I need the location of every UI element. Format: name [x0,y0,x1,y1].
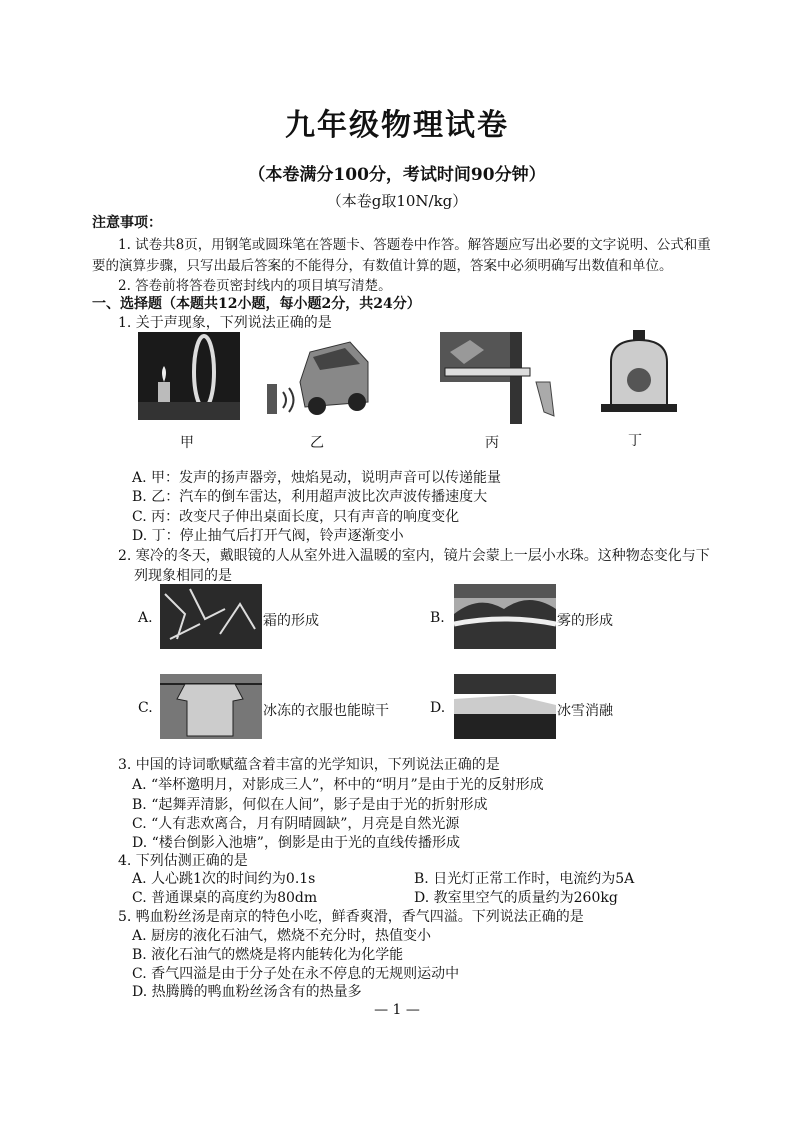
q1-caption-jia: 甲 [180,435,194,451]
notice-line-1: 1. 试卷共8页，用钢笔或圆珠笔在答题卡、答题卷中作答。解答题应写出必要的文字说明、公式和重 [118,237,711,253]
notice-heading: 注意事项： [92,215,162,231]
speaker-candle-image [138,332,240,420]
q2-option-b-text: 雾的形成 [557,613,613,629]
notice-line-2: 要的演算步骤，只写出最后答案的不能得分，有数值计算的题，答案中必须明确写出数值和单位。 [92,258,673,274]
q2-option-b-letter: B. [430,610,445,626]
q3-option-b: B. “起舞弄清影，何似在人间”，影子是由于光的折射形成 [132,797,488,813]
q1-caption-bing: 丙 [485,435,499,451]
q3-option-d: D. “楼台倒影入池塘”，倒影是由于光的直线传播形成 [132,835,460,851]
q1-option-d: D. 丁：停止抽气后打开气阀，铃声逐渐变小 [132,528,404,544]
snow-melting-image [454,674,556,739]
q2-option-d-text: 冰雪消融 [557,703,613,719]
q4-option-a: A. 人心跳1次的时间约为0.1s [132,871,316,887]
q4-option-d: D. 教室里空气的质量约为260kg [414,890,618,906]
q1-stem: 1. 关于声现象，下列说法正确的是 [118,315,332,331]
q2-option-d-letter: D. [430,700,446,716]
gravity-note: （本卷g取10N/kg） [326,192,468,210]
q5-stem: 5. 鸭血粉丝汤是南京的特色小吃，鲜香爽滑，香气四溢。下列说法正确的是 [118,909,584,925]
bell-jar-image [597,328,682,420]
page-title: 九年级物理试卷 [285,108,509,143]
q1-option-c: C. 丙：改变尺子伸出桌面长度，只有声音的响度变化 [132,509,460,525]
page-number: — 1 — [374,1002,420,1018]
q5-option-c: C. 香气四溢是由于分子处在永不停息的无规则运动中 [132,966,460,982]
q2-stem-line-1: 2. 寒冷的冬天，戴眼镜的人从室外进入温暖的室内，镜片会蒙上一层小水珠。这种物态变化与下 [118,548,710,564]
q1-caption-yi: 乙 [310,435,324,451]
frozen-clothes-image [160,674,262,739]
q3-stem: 3. 中国的诗词歌赋蕴含着丰富的光学知识，下列说法正确的是 [118,757,500,773]
frost-image [160,584,262,649]
q2-option-a-letter: A. [138,610,153,626]
q5-option-d: D. 热腾腾的鸭血粉丝汤含有的热量多 [132,984,362,1000]
q1-option-a: A. 甲：发声的扬声器旁，烛焰晃动，说明声音可以传递能量 [132,470,502,486]
q2-option-a-text: 霜的形成 [263,613,319,629]
q4-option-c: C. 普通课桌的高度约为80dm [132,890,318,906]
fog-image [454,584,556,649]
q5-option-b: B. 液化石油气的燃烧是将内能转化为化学能 [132,947,404,963]
q3-option-c: C. “人有悲欢离合，月有阴晴圆缺”，月亮是自然光源 [132,816,460,832]
exam-info: （本卷满分100分，考试时间90分钟） [248,165,546,185]
ruler-desk-image [440,332,565,424]
q4-option-b: B. 日光灯正常工作时，电流约为5A [414,871,635,887]
section-heading: 一、选择题（本题共12小题，每小题2分，共24分） [92,296,421,312]
car-radar-image [265,332,370,420]
q1-option-b: B. 乙：汽车的倒车雷达，利用超声波比次声波传播速度大 [132,489,488,505]
q2-stem-line-2: 列现象相同的是 [134,568,232,584]
notice-line-3: 2. 答卷前将答卷页密封线内的项目填写清楚。 [118,278,392,294]
q1-caption-ding: 丁 [628,433,642,449]
q2-option-c-text: 冰冻的衣服也能晾干 [263,703,389,719]
q5-option-a: A. 厨房的液化石油气，燃烧不充分时，热值变小 [132,928,432,944]
q2-option-c-letter: C. [138,700,153,716]
q3-option-a: A. “举杯邀明月，对影成三人”，杯中的“明月”是由于光的反射形成 [132,777,544,793]
q4-stem: 4. 下列估测正确的是 [118,853,248,869]
